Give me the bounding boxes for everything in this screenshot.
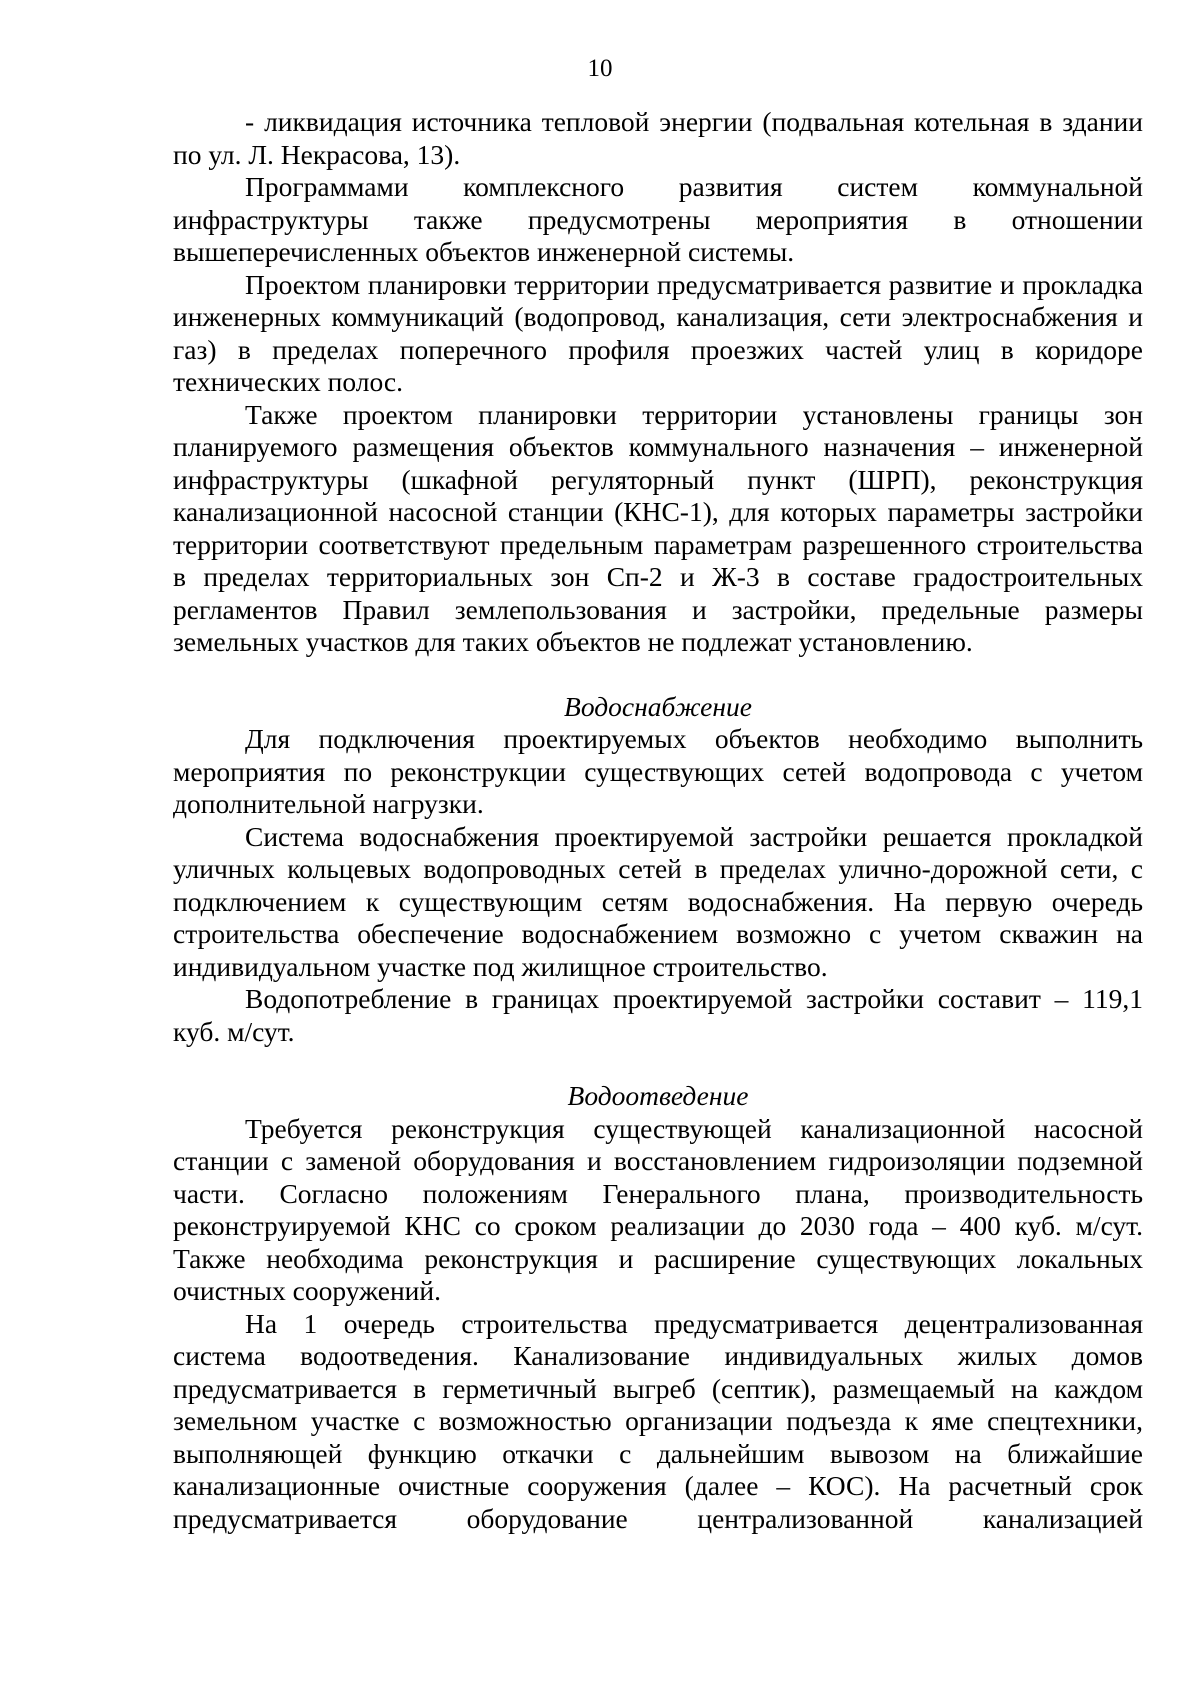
- section-heading-sewerage: Водоотведение: [567, 1080, 749, 1111]
- paragraph-water-connection: Для подключения проектируемых объектов необходимо выполнить мероприятия по реконструкции существующих сетей водопровода с учетом дополнительной нагрузки.: [173, 723, 1143, 819]
- page-number: 10: [587, 55, 613, 82]
- list-item-heat-source: - ликвидация источника тепловой энергии (подвальная котельная в здании по ул. Л. Некрасова, 13).: [173, 106, 1143, 170]
- paragraph-sewerage-reconstruction: Требуется реконструкция существующей канализационной насосной станции с заменой оборудования и восстановлением гидроизоляции подземной части. Согласно положениям Генерального плана, производительность реконструируемой КНС со сроком реализации до 2030 года – 400 куб. м/сут. Также необходима реконструкция и расширение существующих локальных очистных сооружений.: [173, 1112, 1143, 1306]
- paragraph-sewerage-stage1: На 1 очередь строительства предусматривается децентрализованная система водоотведения. Канализование индивидуальных жилых домов предусматривается в герметичный выгреб (септик), размещаемый на каждом земельном участке с возможностью организации подъезда к яме спецтехники, выполняющей функцию откачки с дальнейшим вывозом на ближайшие канализационные очистные сооружения (далее – КОС). На расчетный срок предусматривается оборудование централизованной канализацией: [173, 1307, 1143, 1534]
- paragraph-water-system: Система водоснабжения проектируемой застройки решается прокладкой уличных кольцевых водопроводных сетей в пределах улично-дорожной сети, с подключением к существующим сетям водоснабжения. На первую очередь строительства обеспечение водоснабжением возможно с учетом скважин на индивидуальном участке под жилищное строительство.: [173, 820, 1143, 982]
- paragraph-project: Проектом планировки территории предусматривается развитие и прокладка инженерных коммуникаций (водопровод, канализация, сети электроснабжения и газ) в пределах поперечного профиля проезжих частей улиц в коридоре технических полос.: [173, 268, 1143, 397]
- document-body: [173, 106, 1143, 1535]
- paragraph-programs: Программами комплексного развития систем коммунальной инфраструктуры также предусмотрены мероприятия в отношении вышеперечисленных объектов инженерной системы.: [173, 171, 1143, 267]
- paragraph-water-consumption: Водопотребление в границах проектируемой застройки составит – 119,1 куб. м/сут.: [173, 983, 1143, 1047]
- section-heading-water-supply: Водоснабжение: [564, 690, 752, 722]
- paragraph-zones: Также проектом планировки территории установлены границы зон планируемого размещения объектов коммунального назначения – инженерной инфраструктуры (шкафной регуляторный пункт (ШРП), реконструкция канализационной насосной станции (КНС-1), для которых параметры застройки территории соответствуют предельным параметрам разрешенного строительства в пределах территориальных зон Сп-2 и Ж-3 в составе градостроительных регламентов Правил землепользования и застройки, предельные размеры земельных участков для таких объектов не подлежат установлению.: [173, 398, 1143, 657]
